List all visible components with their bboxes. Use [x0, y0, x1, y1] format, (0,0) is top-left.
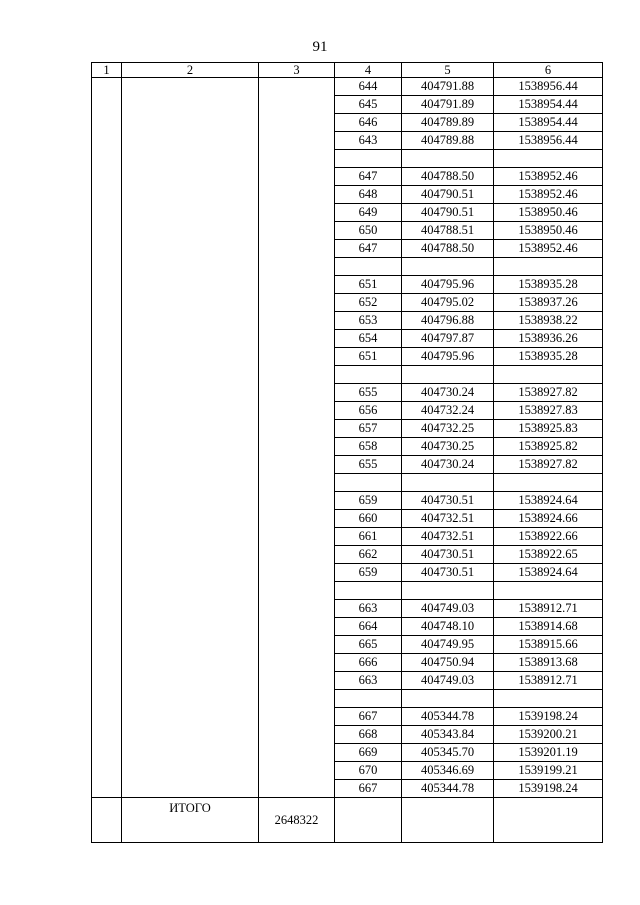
- empty-cell: [402, 474, 494, 492]
- point-number-cell: 649: [335, 204, 402, 222]
- empty-cell: [335, 798, 402, 843]
- empty-cell: [402, 690, 494, 708]
- y-coordinate-cell: 1538952.46: [494, 168, 603, 186]
- y-coordinate-cell: 1538912.71: [494, 600, 603, 618]
- empty-cell: [494, 582, 603, 600]
- y-coordinate-cell: 1539198.24: [494, 780, 603, 798]
- page-number: 91: [312, 39, 328, 55]
- empty-cell: [335, 258, 402, 276]
- point-number-cell: 651: [335, 276, 402, 294]
- empty-cell: [494, 690, 603, 708]
- x-coordinate-cell: 404788.50: [402, 168, 494, 186]
- point-number-cell: 665: [335, 636, 402, 654]
- y-coordinate-cell: 1539198.24: [494, 708, 603, 726]
- y-coordinate-cell: 1538935.28: [494, 276, 603, 294]
- total-row: [92, 798, 603, 843]
- x-coordinate-cell: 404749.03: [402, 600, 494, 618]
- table-body: [92, 63, 603, 843]
- point-number-cell: 668: [335, 726, 402, 744]
- point-number-cell: 667: [335, 708, 402, 726]
- point-number-cell: 659: [335, 564, 402, 582]
- empty-cell: [402, 366, 494, 384]
- total-label: ИТОГО: [169, 801, 211, 815]
- y-coordinate-cell: 1538956.44: [494, 132, 603, 150]
- point-number-cell: 647: [335, 240, 402, 258]
- x-coordinate-cell: 404730.51: [402, 492, 494, 510]
- empty-cell: [335, 690, 402, 708]
- column-1-cell: [92, 78, 122, 798]
- x-coordinate-cell: 404789.88: [402, 132, 494, 150]
- x-coordinate-cell: 404749.95: [402, 636, 494, 654]
- total-area-value: 2648322: [274, 813, 319, 827]
- empty-cell: [402, 798, 494, 843]
- header-cell: 1: [92, 63, 122, 78]
- x-coordinate-cell: 405346.69: [402, 762, 494, 780]
- x-coordinate-cell: 404791.88: [402, 78, 494, 96]
- point-number-cell: 666: [335, 654, 402, 672]
- x-coordinate-cell: 404797.87: [402, 330, 494, 348]
- x-coordinate-cell: 404790.51: [402, 186, 494, 204]
- x-coordinate-cell: 404795.96: [402, 348, 494, 366]
- empty-cell: [494, 366, 603, 384]
- x-coordinate-cell: 404796.88: [402, 312, 494, 330]
- y-coordinate-cell: 1538925.83: [494, 420, 603, 438]
- y-coordinate-cell: 1539200.21: [494, 726, 603, 744]
- x-coordinate-cell: 404730.24: [402, 384, 494, 402]
- header-cell: 2: [122, 63, 259, 78]
- point-number-cell: 663: [335, 600, 402, 618]
- point-number-cell: 659: [335, 492, 402, 510]
- x-coordinate-cell: 404788.51: [402, 222, 494, 240]
- x-coordinate-cell: 404790.51: [402, 204, 494, 222]
- empty-cell: [402, 582, 494, 600]
- x-coordinate-cell: 404789.89: [402, 114, 494, 132]
- y-coordinate-cell: 1538924.66: [494, 510, 603, 528]
- y-coordinate-cell: 1538950.46: [494, 222, 603, 240]
- point-number-cell: 655: [335, 456, 402, 474]
- x-coordinate-cell: 404795.96: [402, 276, 494, 294]
- y-coordinate-cell: 1538937.26: [494, 294, 603, 312]
- x-coordinate-cell: 404730.24: [402, 456, 494, 474]
- x-coordinate-cell: 405343.84: [402, 726, 494, 744]
- point-number-cell: 656: [335, 402, 402, 420]
- x-coordinate-cell: 405344.78: [402, 780, 494, 798]
- point-number-cell: 651: [335, 348, 402, 366]
- y-coordinate-cell: 1538924.64: [494, 564, 603, 582]
- empty-cell: [402, 150, 494, 168]
- y-coordinate-cell: 1538922.65: [494, 546, 603, 564]
- point-number-cell: 670: [335, 762, 402, 780]
- y-coordinate-cell: 1538924.64: [494, 492, 603, 510]
- point-number-cell: 655: [335, 384, 402, 402]
- point-number-cell: 644: [335, 78, 402, 96]
- empty-cell: [494, 798, 603, 843]
- y-coordinate-cell: 1538954.44: [494, 96, 603, 114]
- empty-cell: [335, 474, 402, 492]
- y-coordinate-cell: 1538935.28: [494, 348, 603, 366]
- header-cell: 4: [335, 63, 402, 78]
- y-coordinate-cell: 1538956.44: [494, 78, 603, 96]
- y-coordinate-cell: 1538954.44: [494, 114, 603, 132]
- y-coordinate-cell: 1538927.82: [494, 384, 603, 402]
- y-coordinate-cell: 1538927.82: [494, 456, 603, 474]
- y-coordinate-cell: 1538938.22: [494, 312, 603, 330]
- point-number-cell: 648: [335, 186, 402, 204]
- empty-cell: [402, 258, 494, 276]
- y-coordinate-cell: 1538950.46: [494, 204, 603, 222]
- point-number-cell: 653: [335, 312, 402, 330]
- point-number-cell: 663: [335, 672, 402, 690]
- empty-cell: [335, 150, 402, 168]
- point-number-cell: 652: [335, 294, 402, 312]
- x-coordinate-cell: 404788.50: [402, 240, 494, 258]
- point-number-cell: 654: [335, 330, 402, 348]
- x-coordinate-cell: 404732.51: [402, 510, 494, 528]
- empty-cell: [494, 150, 603, 168]
- x-coordinate-cell: 404732.24: [402, 402, 494, 420]
- empty-cell: [494, 258, 603, 276]
- column-2-cell: [122, 78, 259, 798]
- y-coordinate-cell: 1538952.46: [494, 186, 603, 204]
- x-coordinate-cell: 404749.03: [402, 672, 494, 690]
- x-coordinate-cell: 404732.25: [402, 420, 494, 438]
- empty-cell: [92, 798, 122, 843]
- table-header-row: [92, 63, 603, 78]
- y-coordinate-cell: 1538912.71: [494, 672, 603, 690]
- x-coordinate-cell: 405344.78: [402, 708, 494, 726]
- empty-cell: [335, 582, 402, 600]
- x-coordinate-cell: 404795.02: [402, 294, 494, 312]
- y-coordinate-cell: 1538914.68: [494, 618, 603, 636]
- y-coordinate-cell: 1538952.46: [494, 240, 603, 258]
- total-area-cell: [259, 798, 335, 843]
- point-number-cell: 662: [335, 546, 402, 564]
- x-coordinate-cell: 404730.25: [402, 438, 494, 456]
- x-coordinate-cell: 404791.89: [402, 96, 494, 114]
- header-cell: 3: [259, 63, 335, 78]
- point-number-cell: 661: [335, 528, 402, 546]
- point-number-cell: 669: [335, 744, 402, 762]
- header-cell: 5: [402, 63, 494, 78]
- empty-cell: [335, 366, 402, 384]
- empty-cell: [494, 474, 603, 492]
- point-number-cell: 650: [335, 222, 402, 240]
- point-number-cell: 645: [335, 96, 402, 114]
- point-number-cell: 647: [335, 168, 402, 186]
- y-coordinate-cell: 1538915.66: [494, 636, 603, 654]
- x-coordinate-cell: 404750.94: [402, 654, 494, 672]
- point-number-cell: 658: [335, 438, 402, 456]
- y-coordinate-cell: 1538922.66: [494, 528, 603, 546]
- y-coordinate-cell: 1538936.26: [494, 330, 603, 348]
- x-coordinate-cell: 404730.51: [402, 546, 494, 564]
- point-number-cell: 643: [335, 132, 402, 150]
- point-number-cell: 646: [335, 114, 402, 132]
- x-coordinate-cell: 404730.51: [402, 564, 494, 582]
- y-coordinate-cell: 1538913.68: [494, 654, 603, 672]
- point-number-cell: 657: [335, 420, 402, 438]
- x-coordinate-cell: 405345.70: [402, 744, 494, 762]
- y-coordinate-cell: 1538927.83: [494, 402, 603, 420]
- point-number-cell: 660: [335, 510, 402, 528]
- header-cell: 6: [494, 63, 603, 78]
- total-label-cell: [122, 798, 259, 843]
- x-coordinate-cell: 404732.51: [402, 528, 494, 546]
- point-number-cell: 664: [335, 618, 402, 636]
- x-coordinate-cell: 404748.10: [402, 618, 494, 636]
- coordinates-table: [91, 62, 603, 843]
- y-coordinate-cell: 1539201.19: [494, 744, 603, 762]
- y-coordinate-cell: 1539199.21: [494, 762, 603, 780]
- table-row: [92, 78, 603, 96]
- point-number-cell: 667: [335, 780, 402, 798]
- column-3-cell: [259, 78, 335, 798]
- y-coordinate-cell: 1538925.82: [494, 438, 603, 456]
